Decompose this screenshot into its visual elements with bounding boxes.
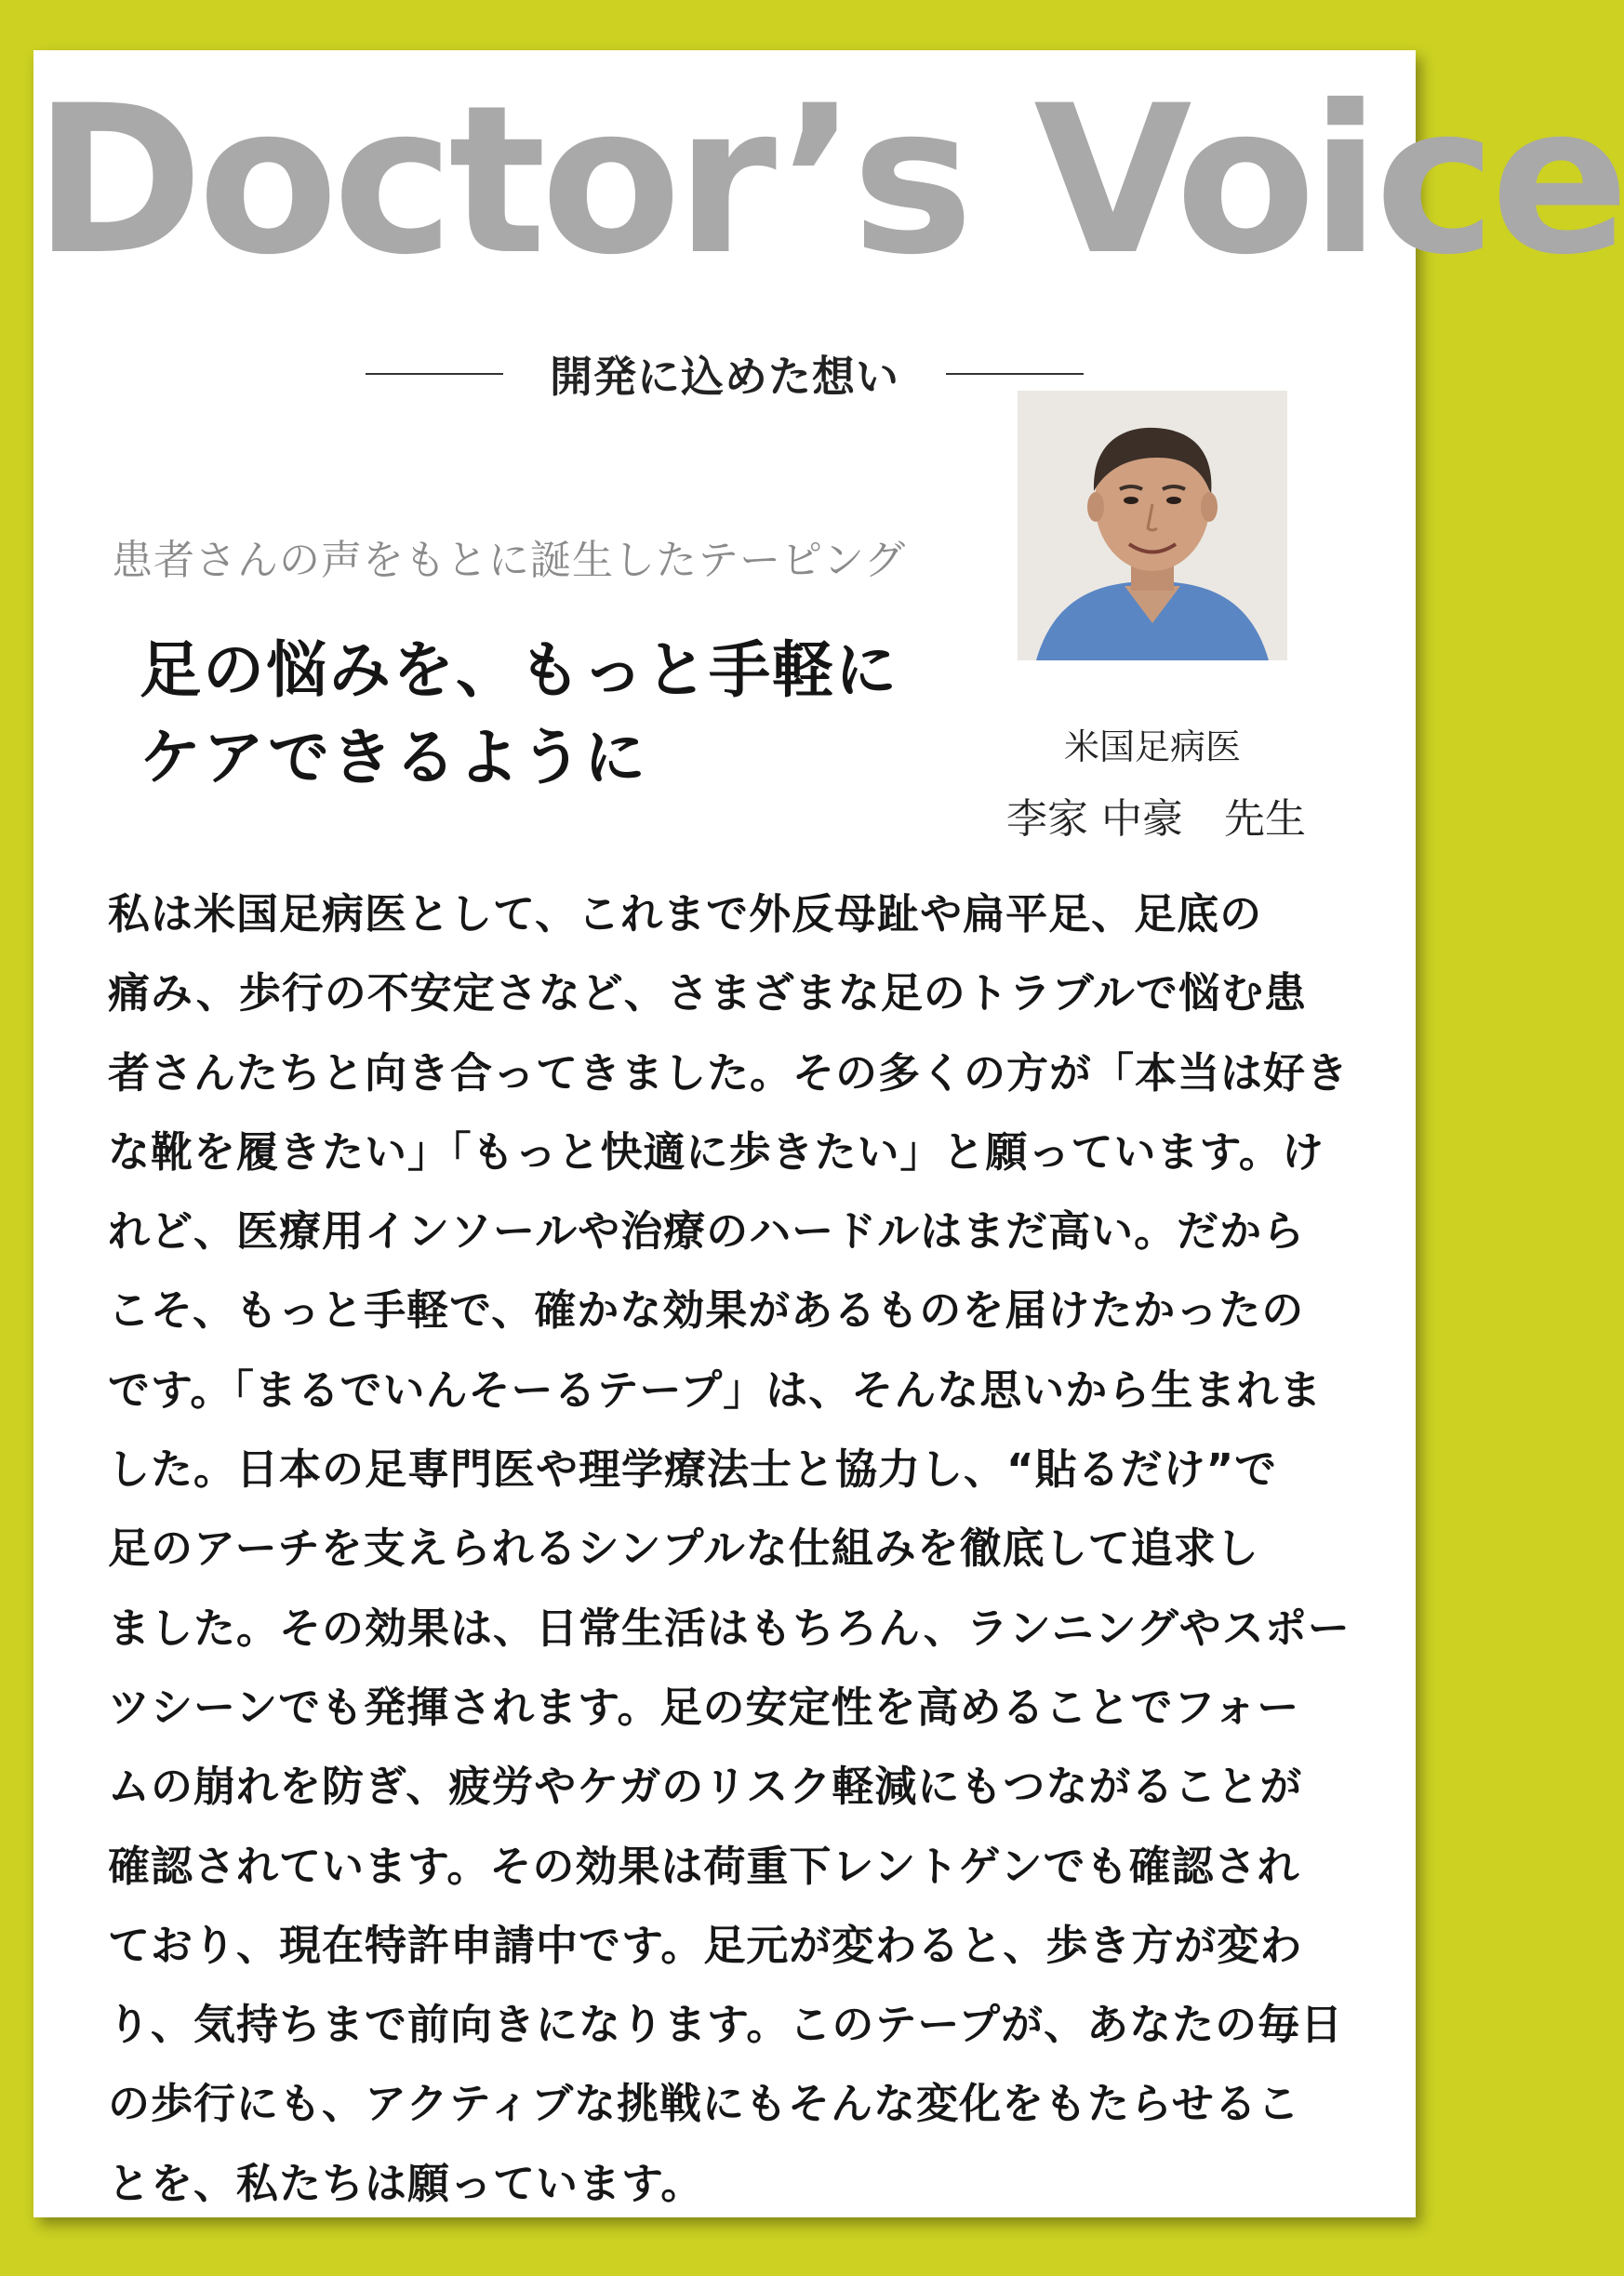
subcatch: 患者さんの声をもとに誕生したテーピング — [112, 537, 907, 584]
body-line: ました。その効果は、日常生活はもちろん、ランニングやスポー — [108, 1603, 1351, 1653]
body-line: 私は米国足病医として、これまで外反母趾や扁平足、足底の — [108, 889, 1263, 938]
doctor-photo — [1018, 391, 1287, 660]
body-line: ツシーンでも発揮されます。足の安定性を高めることでフォー — [108, 1682, 1300, 1732]
body-line: した。日本の足専門医や理学療法士と協力し、“貼るだけ”で — [108, 1444, 1278, 1495]
body-line: です。「まるでいんそーるテープ」は、そんな思いから生まれま — [108, 1364, 1323, 1415]
body-line: れど、医療用インソールや治療のハードルはまだ高い。だから — [108, 1206, 1306, 1257]
section-label: 開発に込めた想い — [550, 352, 899, 402]
body-line: とを、私たちは願っています。 — [108, 2158, 704, 2208]
body-line: 痛み、歩行の不安定さなど、さまざまな足のトラブルで悩む患 — [108, 968, 1307, 1018]
body-line: 確認されています。その効果は荷重下レントゲンでも確認され — [108, 1841, 1300, 1891]
doctor-voice-card — [33, 50, 1624, 2217]
page-title: Doctor’s Voice — [33, 61, 1624, 299]
right-rule — [946, 373, 1084, 375]
body-line: こそ、もっと手軽で、確かな効果があるものを届けたかったの — [108, 1285, 1305, 1336]
body-line: ており、現在特許申請中です。足元が変わると、歩き方が変わ — [108, 1920, 1303, 1970]
body-line: な靴を履きたい」「もっと快適に歩きたい」と願っています。け — [108, 1126, 1324, 1177]
headline-line: ケアできるように — [140, 722, 647, 793]
body-line: 足のアーチを支えられるシンプルな仕組みを徹底して追求し — [108, 1524, 1259, 1574]
body-line: ムの崩れを防ぎ、疲労やケガのリスク軽減にもつながることが — [108, 1762, 1303, 1812]
doctor-portrait-illustration — [1018, 391, 1287, 660]
left-rule — [366, 373, 503, 375]
headline-line: 足の悩みを、もっと手軽に — [140, 634, 899, 706]
body-text — [108, 874, 1351, 2223]
body-line: の歩行にも、アクティブな挑戦にもそんな変化をもたらせるこ — [108, 2079, 1300, 2129]
headline — [140, 627, 899, 802]
body-line: り、気持ちまで前向きになります。このテープが、あなたの毎日 — [108, 2000, 1344, 2050]
doctor-title: 米国足病医 — [1063, 726, 1241, 767]
doctor-name: 李家 中豪 先生 — [1006, 795, 1306, 843]
body-line: 者さんたちと向き合ってきました。その多くの方が「本当は好き — [108, 1047, 1350, 1098]
